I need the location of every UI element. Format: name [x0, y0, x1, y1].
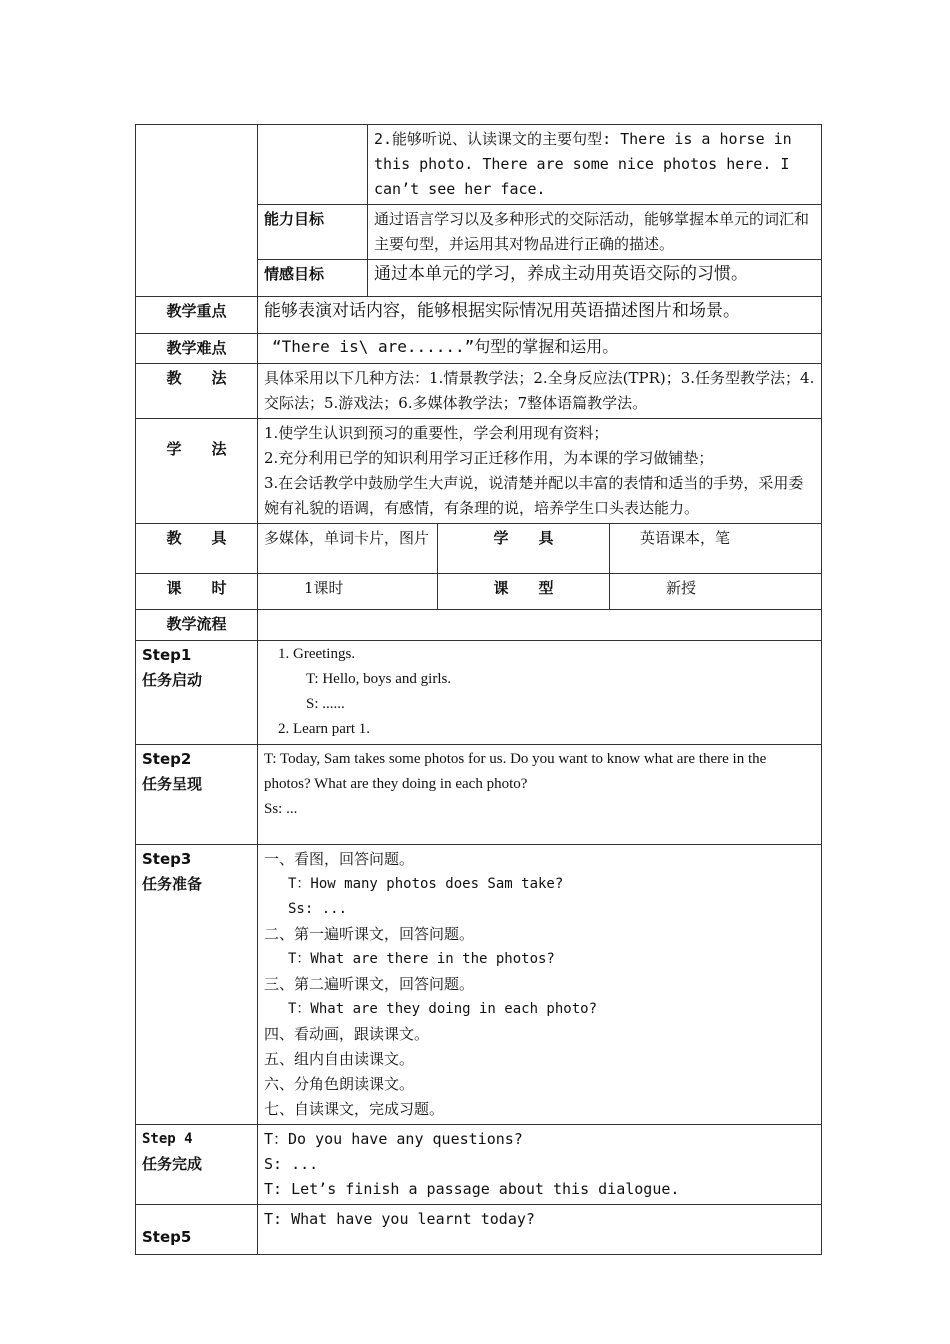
process-header-empty [258, 610, 822, 641]
period-value: 1课时 [258, 574, 438, 610]
step-title-cell [136, 745, 258, 845]
learning-method-label: 学 法 [136, 419, 258, 524]
learning-method-list [258, 419, 822, 524]
goals-label-cell [136, 125, 258, 297]
step-line: Ss: ... [288, 901, 348, 917]
knowledge-goal-text: 2.能够听说、认读课文的主要句型: There is a horse in this photo. There are some nice photos here. I can’t see her face. [368, 125, 822, 205]
lesson-plan-table [135, 124, 822, 1255]
step-line: 七、自读课文，完成习题。 [264, 1100, 445, 1118]
ability-goal-text: 通过语言学习以及多种形式的交际活动，能够掌握本单元的词汇和主要句型，并运用其对物品进行正确的描述。 [368, 205, 822, 260]
row-key-points [136, 297, 822, 334]
step-line: T: Let’s finish a passage about this dialogue. [264, 1180, 680, 1198]
teacher-tools-label: 教 具 [136, 524, 258, 574]
difficulties-text: “There is\ are......”句型的掌握和运用。 [258, 334, 822, 364]
step-row [136, 641, 822, 745]
row-tools [136, 524, 822, 574]
row-teaching-method [136, 364, 822, 419]
step-content [258, 1205, 822, 1255]
step-title-cell [136, 1125, 258, 1205]
step-row [136, 845, 822, 1125]
step-line: T: Hello, boys and girls. [306, 671, 452, 687]
step-title-cell [136, 1205, 258, 1255]
learning-method-item: 3.在会话教学中鼓励学生大声说，说清楚并配以丰富的表情和适当的手势，采用委婉有礼貌的语调，有感情，有条理的说，培养学生口头表达能力。 [264, 474, 804, 517]
row-difficulties [136, 334, 822, 364]
step-line: 一、看图，回答问题。 [264, 850, 415, 868]
step-subtitle: 任务准备 [142, 875, 203, 893]
step-content [258, 641, 822, 745]
step-line: 五、组内自由读课文。 [264, 1050, 415, 1068]
step-title: Step3 [142, 850, 192, 868]
teaching-method-label: 教 法 [136, 364, 258, 419]
step-row [136, 745, 822, 845]
step-line: T：What are they doing in each photo? [288, 1001, 598, 1017]
emotion-goal-text: 通过本单元的学习，养成主动用英语交际的习惯。 [368, 260, 822, 297]
student-tools-label: 学 具 [438, 524, 610, 574]
step-subtitle: 任务启动 [142, 671, 203, 689]
step-title-cell [136, 845, 258, 1125]
step-title: Step2 [142, 750, 192, 768]
teacher-tools-value: 多媒体，单词卡片，图片 [258, 524, 438, 574]
lesson-type-value: 新授 [610, 574, 822, 610]
learning-method-item: 2.充分利用已学的知识利用学习正迁移作用，为本课的学习做铺垫； [264, 449, 714, 467]
step-row [136, 1205, 822, 1255]
row-learning-method [136, 419, 822, 524]
step-line: 三、第二遍听课文，回答问题。 [264, 975, 475, 993]
step-title: Step 4 [142, 1131, 193, 1147]
step-content [258, 845, 822, 1125]
step-line: 六、分角色朗读课文。 [264, 1075, 415, 1093]
step-subtitle: 任务呈现 [142, 775, 203, 793]
row-period [136, 574, 822, 610]
key-points-text: 能够表演对话内容，能够根据实际情况用英语描述图片和场景。 [258, 297, 822, 334]
step-content [258, 1125, 822, 1205]
step-title: Step1 [142, 646, 192, 664]
period-label: 课 时 [136, 574, 258, 610]
step-subtitle: 任务完成 [142, 1155, 203, 1173]
step-title-cell [136, 641, 258, 745]
step-line: T: Today, Sam takes some photos for us. Do you want to know what are there in the photos? What are they doing in each photo? [264, 751, 771, 792]
ability-goal-label: 能力目标 [258, 205, 368, 260]
row-process-header [136, 610, 822, 641]
difficulties-label: 教学难点 [136, 334, 258, 364]
emotion-goal-label: 情感目标 [258, 260, 368, 297]
step-line: 四、看动画，跟读课文。 [264, 1025, 430, 1043]
step-line: T：What are there in the photos? [288, 951, 555, 967]
step-line: 2. Learn part 1. [278, 721, 371, 737]
step-line: S: ...... [306, 696, 345, 712]
step-line: T：Do you have any questions? [264, 1130, 523, 1148]
step-row [136, 1125, 822, 1205]
step-line: S: ... [264, 1155, 319, 1173]
step-line: 1. Greetings. [278, 646, 356, 662]
step-content [258, 745, 822, 845]
step-line: T：How many photos does Sam take? [288, 876, 564, 892]
knowledge-label-cell [258, 125, 368, 205]
learning-method-item: 1.使学生认识到预习的重要性，学会利用现有资料； [264, 424, 609, 442]
student-tools-value: 英语课本，笔 [610, 524, 822, 574]
step-title: Step5 [142, 1228, 192, 1246]
teaching-method-text: 具体采用以下几种方法：1.情景教学法；2.全身反应法(TPR)；3.任务型教学法；4.交际法；5.游戏法；6.多媒体教学法；7整体语篇教学法。 [258, 364, 822, 419]
step-line: 二、第一遍听课文，回答问题。 [264, 925, 475, 943]
row-knowledge-goal [136, 125, 822, 205]
step-line: Ss: ... [264, 801, 298, 817]
process-label: 教学流程 [136, 610, 258, 641]
key-points-label: 教学重点 [136, 297, 258, 334]
step-line: T: What have you learnt today? [264, 1210, 535, 1228]
lesson-type-label: 课 型 [438, 574, 610, 610]
